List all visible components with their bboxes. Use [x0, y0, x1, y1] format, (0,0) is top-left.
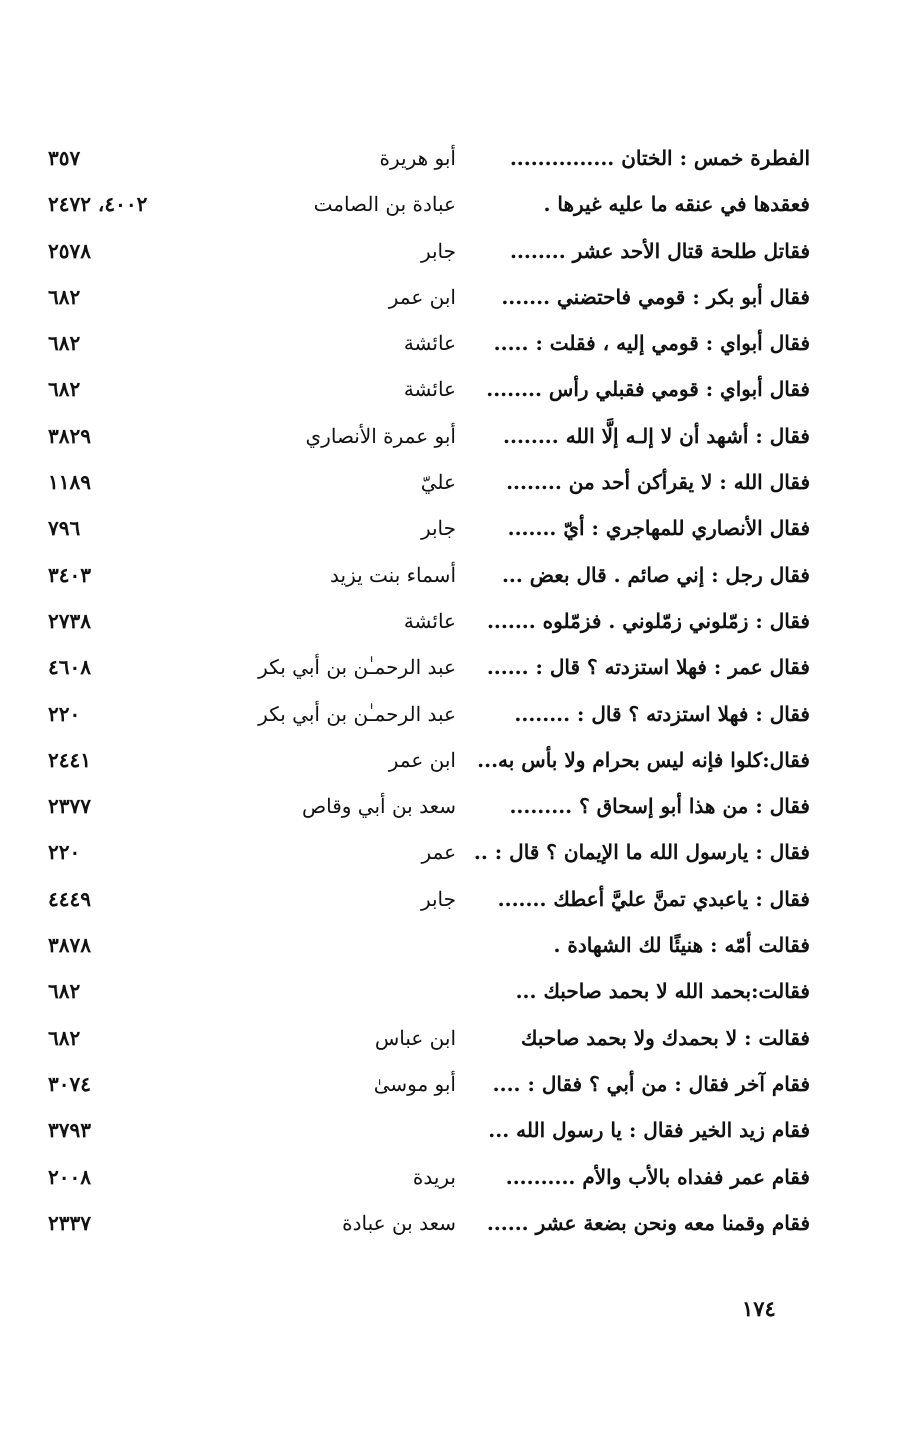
narrator-name: بريدة: [412, 1164, 456, 1189]
hadith-number: ٣٧٩٣: [48, 1118, 91, 1143]
hadith-number: ٢٧٣٨: [48, 608, 91, 633]
hadith-incipit: فعقدها في عنقه ما عليه غيرها .: [543, 192, 810, 217]
hadith-incipit: فقال رجل : إني صائم . قال بعض ...: [501, 562, 810, 587]
index-row: [0, 1154, 897, 1200]
narrator-name: أبو موسىٰ: [373, 1071, 456, 1096]
hadith-number: ٤٠٠٢، ٢٤٧٢: [48, 192, 148, 217]
index-row: [0, 691, 897, 737]
hadith-incipit: فقام عمر ففداه بالأب والأم ..........: [505, 1164, 810, 1189]
index-row: [0, 829, 897, 875]
narrator-name: عبد الرحمـٰن بن أبي بكر: [258, 655, 456, 680]
hadith-number: ٢٣٣٧: [48, 1210, 91, 1235]
index-row: [0, 644, 897, 690]
index-row: [0, 181, 897, 227]
narrator-name: أبو عمرة الأنصاري: [305, 423, 456, 448]
index-row: [0, 552, 897, 598]
hadith-number: ٢٤٤١: [48, 747, 91, 772]
hadith-incipit: فقال : من هذا أبو إسحاق ؟ .........: [509, 794, 810, 819]
narrator-name: جابر: [420, 238, 456, 263]
hadith-number: ٦٨٢: [48, 1025, 81, 1050]
narrator-name: [226, 968, 456, 1014]
hadith-incipit: فقال أبو بكر : قومي فاحتضني .......: [501, 284, 810, 309]
hadith-incipit: فقال الله : لا يقرأكن أحد من ........: [506, 470, 810, 495]
hadith-number: ٢٣٧٧: [48, 794, 91, 819]
hadith-number: ٤٦٠٨: [48, 655, 91, 680]
hadith-number: ٣٨٧٨: [48, 933, 91, 958]
index-row: [0, 135, 897, 181]
narrator-name: عمر: [421, 840, 456, 865]
index-row: [0, 737, 897, 783]
narrator-name: عبد الرحمـٰن بن أبي بكر: [258, 701, 456, 726]
narrator-name: عبادة بن الصامت: [313, 192, 456, 217]
index-row: [0, 274, 897, 320]
narrator-name: عليّ: [420, 470, 456, 495]
hadith-number: ٤٤٤٩: [48, 886, 91, 911]
hadith-incipit: فقال عمر : فهلا استزدته ؟ قال : ......: [486, 655, 810, 680]
index-row: [0, 968, 897, 1014]
hadith-number: ٣٤٠٣: [48, 562, 91, 587]
narrator-name: جابر: [420, 516, 456, 541]
hadith-incipit: فقالت:بحمد الله لا بحمد صاحبك ...: [515, 979, 810, 1004]
hadith-number: ١١٨٩: [48, 470, 91, 495]
index-row: [0, 413, 897, 459]
hadith-incipit: فقال:كلوا فإنه ليس بحرام ولا بأس به...: [477, 747, 810, 772]
hadith-incipit: فقال : فهلا استزدته ؟ قال : ........: [514, 701, 810, 726]
index-row: [0, 1107, 897, 1153]
hadith-number: ٣٨٢٩: [48, 423, 91, 448]
index-row: [0, 366, 897, 412]
hadith-incipit: فقال الأنصاري للمهاجري : أيّ .......: [507, 516, 810, 541]
narrator-name: عائشة: [403, 377, 456, 402]
hadith-incipit: فقال أبواي : قومي إليه ، فقلت : .....: [493, 331, 810, 356]
narrator-name: أبو هريرة: [379, 146, 456, 170]
index-row: [0, 922, 897, 968]
index-row: [0, 320, 897, 366]
narrator-name: [226, 922, 456, 968]
index-row: [0, 876, 897, 922]
hadith-incipit: فقال : ياعبدي تمنَّ عليَّ أعطك .......: [497, 886, 810, 911]
index-row: [0, 228, 897, 274]
hadith-incipit: فقالت : لا بحمدك ولا بحمد صاحبك: [520, 1025, 810, 1050]
hadith-incipit: فقام آخر فقال : من أبي ؟ فقال : ....: [492, 1071, 810, 1096]
hadith-incipit: فقاتل طلحة قتال الأحد عشر ........: [509, 238, 810, 263]
narrator-name: عائشة: [403, 331, 456, 356]
hadith-incipit: فقال أبواي : قومي فقبلي رأس ........: [486, 377, 810, 402]
narrator-name: ابن عمر: [388, 747, 456, 772]
narrator-name: جابر: [420, 886, 456, 911]
index-row: [0, 783, 897, 829]
narrator-name: ابن عمر: [388, 284, 456, 309]
hadith-number: ٦٨٢: [48, 377, 81, 402]
hadith-number: ٢٢٠: [48, 840, 81, 865]
hadith-number: ٧٩٦: [48, 516, 81, 541]
hadith-incipit: فقال : زمّلوني زمّلوني . فزمّلوه .......: [486, 608, 810, 633]
hadith-number: ٣٥٧: [48, 146, 81, 170]
index-row: [0, 598, 897, 644]
index-row: [0, 1200, 897, 1246]
hadith-incipit: فقام وقمنا معه ونحن بضعة عشر ......: [486, 1210, 810, 1235]
index-row: [0, 459, 897, 505]
hadith-number: ٦٨٢: [48, 284, 81, 309]
narrator-name: سعد بن أبي وقاص: [301, 794, 456, 819]
hadith-incipit: فقال : يارسول الله ما الإيمان ؟ قال : ..: [473, 840, 810, 865]
hadith-number: ٦٨٢: [48, 331, 81, 356]
hadith-index-list: [0, 135, 897, 1246]
hadith-incipit: فقام زيد الخير فقال : يا رسول الله ...: [488, 1118, 810, 1143]
hadith-number: ٢٢٠: [48, 701, 81, 726]
hadith-number: ٦٨٢: [48, 979, 81, 1004]
hadith-number: ٢٥٧٨: [48, 238, 91, 263]
index-row: [0, 1061, 897, 1107]
hadith-incipit: الفطرة خمس : الختان ...............: [509, 146, 810, 170]
narrator-name: [226, 1107, 456, 1153]
page-number: ١٧٤: [742, 1296, 776, 1321]
narrator-name: ابن عباس: [374, 1025, 456, 1050]
hadith-incipit: فقال : أشهد أن لا إلـه إلَّا الله ........: [503, 423, 810, 448]
hadith-number: ٣٠٧٤: [48, 1071, 91, 1096]
index-row: [0, 505, 897, 551]
narrator-name: عائشة: [403, 608, 456, 633]
narrator-name: سعد بن عبادة: [342, 1210, 456, 1235]
hadith-incipit: فقالت أمّه : هنيئًا لك الشهادة .: [553, 933, 810, 958]
index-row: [0, 1015, 897, 1061]
hadith-number: ٢٠٠٨: [48, 1164, 91, 1189]
narrator-name: أسماء بنت يزيد: [330, 562, 456, 587]
